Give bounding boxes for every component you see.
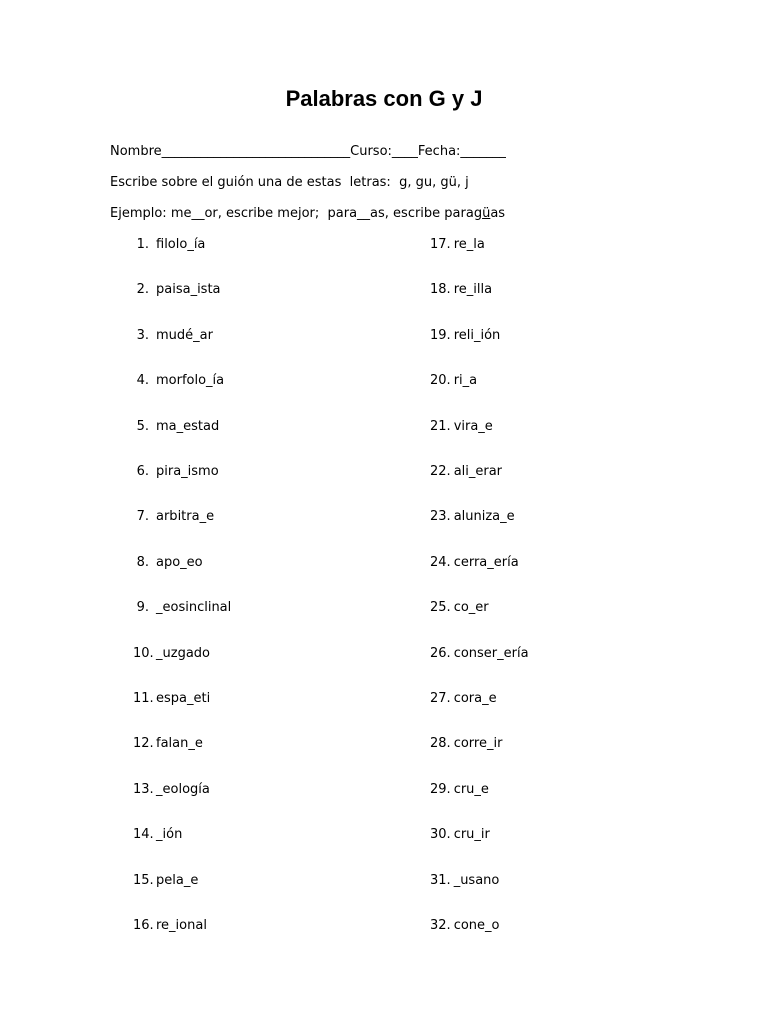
exercise-item — [133, 645, 210, 662]
item-number: 10. — [133, 645, 154, 661]
item-number: 25. — [430, 600, 451, 616]
item-word: reli_ión — [453, 327, 501, 343]
item-number: 6. — [136, 464, 149, 479]
example-underlined-letter: ü — [482, 206, 491, 221]
item-number: 32. — [430, 918, 451, 933]
exercise-item — [133, 554, 203, 571]
item-word: aluniza_e — [453, 509, 515, 525]
item-number: 15. — [133, 872, 154, 888]
item-word: conser_ería — [453, 645, 529, 661]
item-number: 4. — [136, 373, 149, 389]
item-number: 23. — [430, 509, 451, 525]
exercise-item — [430, 873, 499, 889]
exercise-item — [430, 464, 502, 480]
exercise-item — [133, 237, 206, 253]
exercise-item — [133, 872, 199, 889]
item-word: re_ional — [156, 918, 207, 933]
item-word: paisa_ista — [156, 282, 221, 298]
item-number: 29. — [430, 781, 451, 797]
exercise-item — [133, 691, 211, 707]
item-word: cone_o — [453, 918, 500, 933]
item-number: 22. — [430, 464, 451, 479]
item-word: _ión — [156, 827, 183, 843]
item-word: pira_ismo — [156, 464, 219, 479]
item-word: ri_a — [453, 373, 478, 389]
exercise-item — [133, 373, 225, 389]
exercise-item — [430, 419, 493, 435]
item-number: 1. — [136, 237, 149, 252]
item-number: 18. — [430, 282, 451, 298]
item-word: cru_ir — [453, 827, 490, 843]
student-info-line: Nombre_____________________________Curso:____Fecha:_______ — [110, 144, 506, 159]
item-word: apo_eo — [156, 554, 203, 570]
item-number: 5. — [136, 418, 149, 434]
item-number: 21. — [430, 418, 451, 434]
item-word: falan_e — [156, 736, 203, 752]
exercise-item — [133, 282, 221, 298]
example-text — [110, 206, 505, 222]
item-word: cru_e — [453, 781, 489, 797]
item-number: 2. — [136, 282, 149, 298]
item-number: 20. — [430, 373, 451, 389]
item-word: _usano — [453, 872, 500, 888]
item-word: _uzgado — [156, 645, 210, 661]
item-word: _eosinclinal — [156, 600, 232, 616]
exercise-item — [133, 781, 210, 798]
item-number: 31. — [430, 872, 451, 888]
item-word: filolo_ía — [156, 237, 206, 252]
page-title: Palabras con G y J — [285, 86, 483, 111]
exercise-item — [133, 736, 203, 752]
example-after: as — [490, 206, 506, 221]
item-number: 11. — [133, 691, 154, 706]
exercise-item — [133, 600, 232, 616]
item-number: 24. — [430, 554, 451, 570]
item-word: cerra_ería — [453, 554, 519, 570]
instruction-text: Escribe sobre el guión una de estas letras: g, gu, gü, j — [110, 175, 469, 190]
item-number: 13. — [133, 781, 154, 797]
item-word: arbitra_e — [156, 509, 215, 525]
item-number: 17. — [430, 237, 451, 252]
item-word: re_illa — [453, 282, 493, 298]
item-word: ali_erar — [453, 464, 503, 479]
item-number: 3. — [136, 327, 149, 343]
exercise-item — [430, 918, 499, 934]
item-number: 16. — [133, 918, 154, 933]
item-number: 30. — [430, 827, 451, 843]
exercise-item — [133, 827, 183, 843]
item-word: co_er — [453, 600, 489, 616]
item-word: cora_e — [453, 691, 497, 706]
exercise-item — [133, 509, 215, 525]
item-number: 26. — [430, 645, 451, 661]
exercise-item — [430, 237, 485, 253]
item-number: 7. — [136, 509, 149, 525]
item-number: 19. — [430, 327, 451, 343]
exercise-item — [430, 827, 490, 843]
item-number: 8. — [136, 554, 149, 570]
exercise-item — [133, 464, 219, 480]
exercise-item — [430, 600, 489, 616]
item-number: 14. — [133, 827, 154, 843]
exercise-item — [430, 736, 502, 752]
exercise-item — [430, 782, 489, 798]
item-word: espa_eti — [156, 691, 211, 706]
exercise-item — [133, 918, 207, 934]
item-word: _eología — [156, 781, 210, 797]
exercise-item — [430, 282, 492, 298]
item-word: vira_e — [453, 418, 493, 434]
exercise-item — [430, 646, 529, 662]
item-number: 12. — [133, 736, 154, 752]
item-number: 9. — [136, 600, 149, 616]
exercise-item — [430, 555, 519, 571]
exercise-item — [430, 509, 515, 525]
exercise-item — [430, 691, 497, 707]
item-word: pela_e — [156, 872, 199, 888]
item-word: re_la — [453, 237, 485, 252]
item-word: ma_estad — [156, 418, 220, 434]
item-word: mudé_ar — [156, 327, 213, 343]
item-number: 28. — [430, 736, 451, 752]
exercise-item — [430, 373, 477, 389]
example-before: Ejemplo: me__or, escribe mejor; para__as, escribe parag — [110, 206, 483, 221]
item-word: corre_ir — [453, 736, 503, 752]
exercise-item — [133, 418, 220, 435]
item-word: morfolo_ía — [156, 373, 225, 389]
item-number: 27. — [430, 691, 451, 706]
exercise-item — [430, 328, 500, 344]
exercise-item — [133, 327, 213, 344]
